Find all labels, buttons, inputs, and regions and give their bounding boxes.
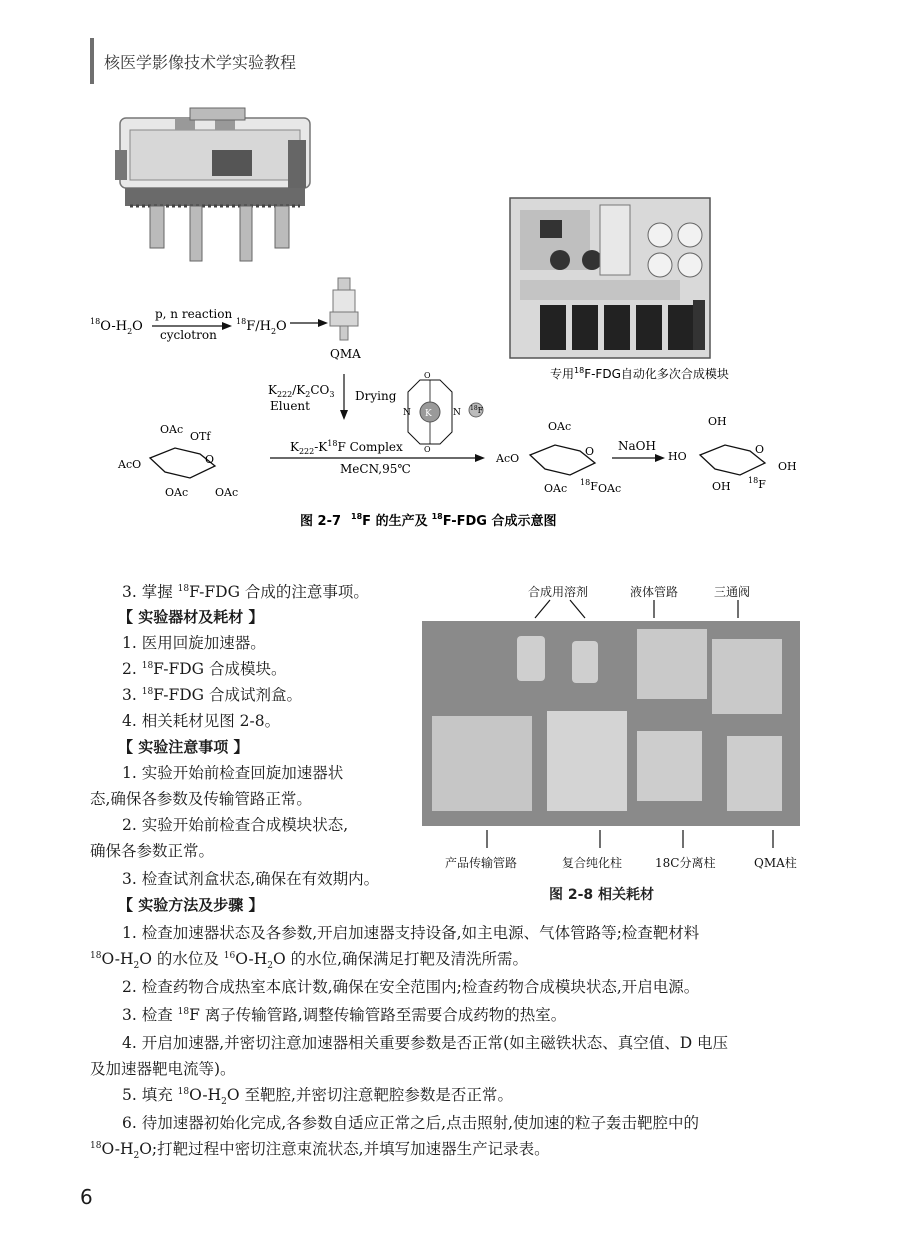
svg-text:O: O: [424, 445, 431, 454]
svg-text:18F/H2O: $^{18}F/H_2O$: [236, 317, 287, 336]
step-2: 2. 检查药物合成热室本底计数,确保在安全范围内;检查药物合成模块状态,开启电源。: [122, 978, 700, 996]
step-4b: 及加速器靶电流等)。: [90, 1060, 236, 1078]
label-18c-column: 18C分离柱: [655, 856, 716, 870]
material-2: 2. $^{18}$F-FDG 合成模块。: [122, 660, 287, 678]
svg-text:cyclotron: cyclotron: [160, 328, 217, 342]
svg-text:OAc: OAc: [160, 423, 184, 436]
section-methods: 【 实验方法及步骤 】: [118, 896, 264, 914]
note-1a: 1. 实验开始前检查回旋加速器状: [122, 764, 344, 782]
section-materials: 【 实验器材及耗材 】: [118, 608, 264, 626]
figure-2-7: [0, 0, 900, 560]
note-2b: 确保各参数正常。: [90, 842, 215, 860]
material-3: 3. $^{18}$F-FDG 合成试剂盒。: [122, 686, 302, 704]
qma-cartridge-image: [330, 278, 358, 340]
label-three-way-valve: 三通阀: [714, 585, 751, 599]
section-notes: 【 实验注意事项 】: [118, 738, 249, 756]
svg-text:AcO: AcO: [496, 452, 520, 465]
running-header: 核医学影像技术学实验教程: [104, 53, 297, 72]
svg-text:QMA: QMA: [330, 347, 361, 361]
svg-text:OH: OH: [708, 415, 727, 428]
svg-text:18F: $^{18}$F: [470, 405, 484, 415]
svg-text:专用18F-FDG自动化多次合成模块: 专用$^{18}$F-FDG自动化多次合成模块: [550, 366, 729, 381]
figure-2-7-caption: 图 2-7 $^{18}$F 的生产及 $^{18}$F-FDG 合成示意图: [300, 512, 557, 529]
svg-text:N: N: [453, 408, 461, 418]
svg-text:O: O: [205, 453, 215, 466]
step-6b: $^{18}O-H_2O$;打靶过程中密切注意束流状态,并填写加速器生产记录表。: [90, 1140, 550, 1162]
svg-text:O: O: [424, 371, 431, 380]
step-1a: 1. 检查加速器状态及各参数,开启加速器支持设备,如主电源、气体管路等;检查靶材料: [122, 924, 700, 942]
svg-text:HO: HO: [668, 450, 687, 463]
page-number: 6: [80, 1185, 93, 1209]
material-1: 1. 医用回旋加速器。: [122, 634, 266, 652]
label-qma-column: QMA柱: [754, 856, 797, 870]
svg-text:OAc: OAc: [544, 482, 568, 495]
consumables-photo: [422, 621, 800, 826]
figure-2-8-caption: 图 2-8 相关耗材: [549, 887, 655, 903]
step-1b: $^{18}O-H_2O$ 的水位及 $^{16}O-H_2O$ 的水位,确保满足打靶及清洗所需。: [90, 950, 529, 972]
svg-text:NaOH: NaOH: [618, 439, 656, 453]
step-6a: 6. 待加速器初始化完成,各参数自适应正常之后,点击照射,使加速的粒子轰击靶腔中的: [122, 1114, 699, 1132]
svg-text:MeCN,95℃: MeCN,95℃: [340, 462, 411, 476]
kryptofix-complex-structure: [403, 371, 484, 454]
acetylated-fdg-structure: [495, 420, 621, 495]
svg-text:OAc: OAc: [215, 486, 239, 499]
svg-text:OAc: OAc: [598, 482, 622, 495]
svg-text:Eluent: Eluent: [270, 399, 310, 413]
fdg-structure: [668, 415, 797, 493]
note-1b: 态,确保各参数及传输管路正常。: [90, 790, 312, 808]
note-2a: 2. 实验开始前检查合成模块状态,: [122, 816, 349, 834]
svg-text:K222-K18F Complex: $K_{222}-K^{18}F$ Complex: [290, 439, 403, 456]
svg-text:OAc: OAc: [165, 486, 189, 499]
step-4a: 4. 开启加速器,并密切注意加速器相关重要参数是否正常(如主磁铁状态、真空值、D 电压: [122, 1034, 729, 1052]
label-liquid-tubing: 液体管路: [630, 585, 679, 599]
svg-text:OH: OH: [712, 480, 731, 493]
svg-text:OH: OH: [778, 460, 797, 473]
note-3: 3. 检查试剂盒状态,确保在有效期内。: [122, 870, 380, 888]
mannose-triflate-structure: [117, 423, 238, 499]
svg-text:AcO: AcO: [118, 458, 142, 471]
svg-text:N: N: [403, 408, 411, 418]
label-solvent: 合成用溶剂: [528, 585, 589, 599]
svg-text:O: O: [755, 443, 765, 456]
svg-text:K: K: [425, 409, 432, 419]
svg-text:18F: $^{18}$F: [748, 476, 766, 491]
svg-text:Drying: Drying: [355, 389, 397, 403]
label-composite-column: 复合纯化柱: [562, 856, 623, 870]
step-3: 3. 检查 $^{18}$F 离子传输管路,调整传输管路至需要合成药物的热室。: [122, 1006, 567, 1024]
svg-text:OTf: OTf: [190, 430, 211, 443]
synthesis-module-image: [510, 198, 710, 358]
cyclotron-image: [115, 108, 310, 261]
label-product-tubing: 产品传输管路: [445, 856, 518, 870]
svg-text:O: O: [585, 445, 595, 458]
svg-text:OAc: OAc: [548, 420, 572, 433]
svg-text:K222/K2CO3: $K_{222}/K_2CO_3$: [268, 383, 335, 399]
material-4: 4. 相关耗材见图 2-8。: [122, 712, 281, 730]
svg-text:p, n reaction: p, n reaction: [155, 307, 233, 321]
svg-text:18F: $^{18}$F: [580, 478, 598, 493]
svg-text:18O-H2O: $^{18}O-H_2O$: [90, 317, 143, 336]
step-5: 5. 填充 $^{18}O-H_2O$ 至靶腔,并密切注意靶腔参数是否正常。: [122, 1086, 513, 1108]
objective-3: 3. 掌握 $^{18}$F-FDG 合成的注意事项。: [122, 583, 369, 601]
